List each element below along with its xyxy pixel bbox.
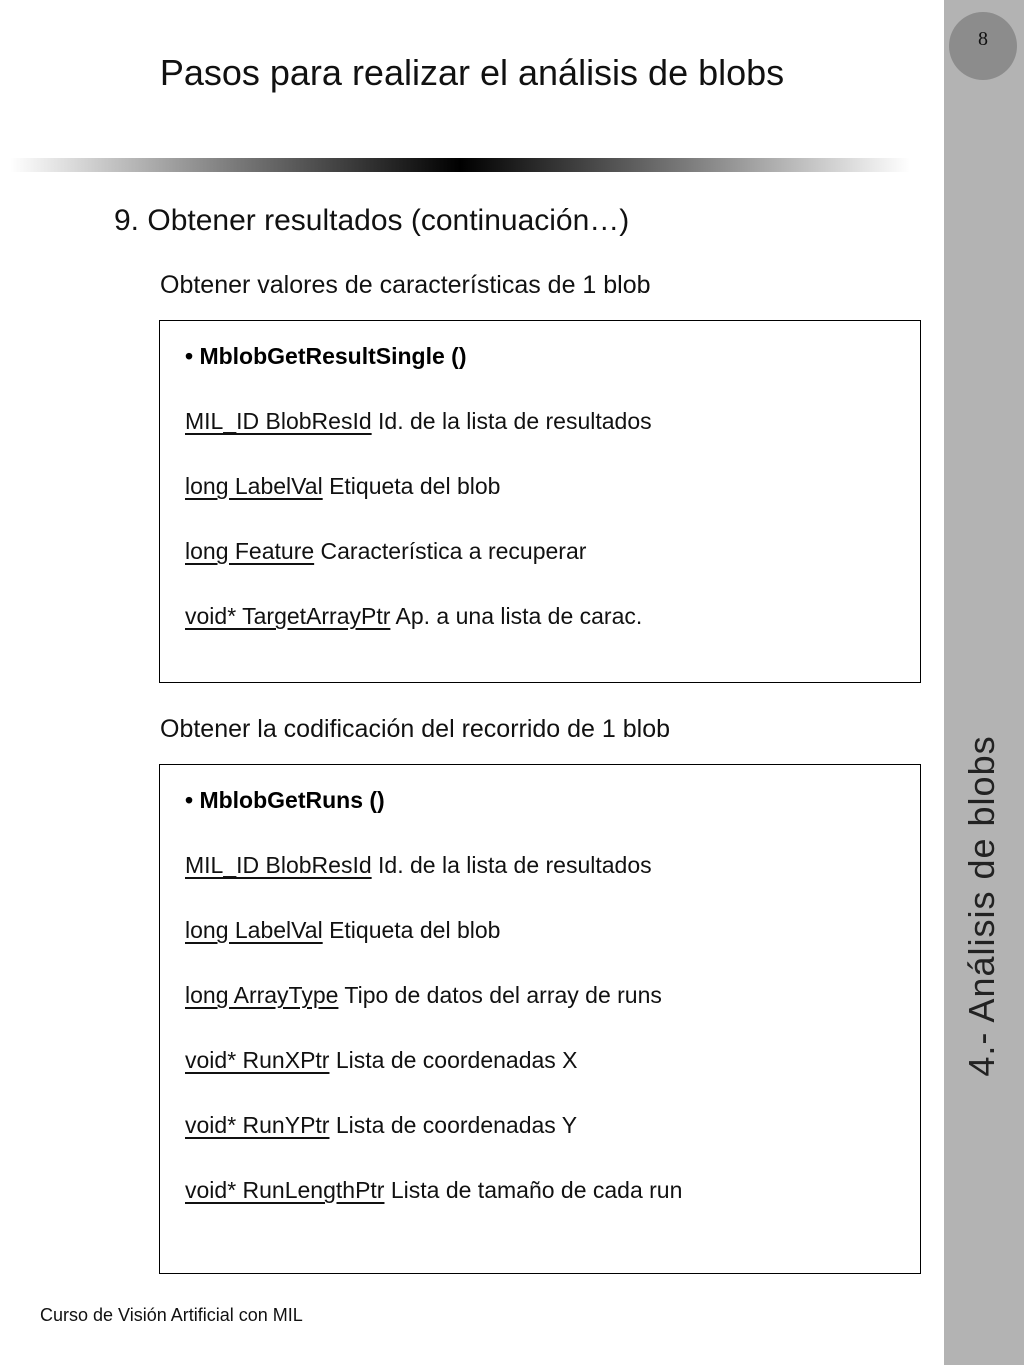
param-description: Característica a recuperar: [314, 538, 587, 564]
block2-heading: Obtener la codificación del recorrido de 1 blob: [160, 715, 671, 743]
param-line: [185, 538, 586, 565]
param-description: Etiqueta del blob: [322, 473, 501, 499]
param-description: Etiqueta del blob: [322, 917, 501, 943]
param-name: MIL_ID BlobResId: [185, 408, 372, 434]
param-description: Tipo de datos del array de runs: [338, 982, 662, 1008]
page-number: 8: [978, 27, 988, 50]
function-box-getruns: [159, 764, 921, 1274]
section-heading: 9. Obtener resultados (continuación…): [114, 204, 630, 237]
sidebar-section-title: 4.- Análisis de blobs: [961, 735, 1002, 1077]
param-line: [185, 982, 662, 1009]
page-number-badge: [949, 12, 1017, 80]
param-description: Id. de la lista de resultados: [371, 852, 652, 878]
param-description: Lista de coordenadas X: [329, 1047, 578, 1073]
param-name: long LabelVal: [185, 917, 323, 943]
function-signature: • MblobGetResultSingle (): [185, 343, 467, 369]
param-name: void* RunYPtr: [185, 1112, 330, 1138]
param-name: long LabelVal: [185, 473, 323, 499]
param-name: void* TargetArrayPtr: [185, 603, 391, 629]
param-line: [185, 852, 652, 879]
param-name: long Feature: [185, 538, 315, 564]
param-description: Id. de la lista de resultados: [371, 408, 652, 434]
param-line: [185, 917, 500, 944]
param-line: [185, 1047, 578, 1074]
block1-heading: Obtener valores de características de 1 blob: [160, 271, 651, 299]
slide-title: Pasos para realizar el análisis de blobs: [159, 52, 785, 93]
param-name: void* RunXPtr: [185, 1047, 330, 1073]
param-line: [185, 1112, 577, 1139]
param-description: Lista de coordenadas Y: [329, 1112, 578, 1138]
param-description: Lista de tamaño de cada run: [384, 1177, 683, 1203]
function-signature: • MblobGetRuns (): [185, 787, 385, 813]
footer-text: Curso de Visión Artificial con MIL: [40, 1305, 303, 1325]
title-divider: [10, 158, 910, 172]
function-box-getresultsingle: [159, 320, 921, 683]
param-name: void* RunLengthPtr: [185, 1177, 385, 1203]
param-line: [185, 473, 500, 500]
sidebar-band: [944, 0, 1024, 1365]
param-line: [185, 603, 642, 630]
param-line: [185, 408, 652, 435]
param-description: Ap. a una lista de carac.: [390, 603, 643, 629]
param-line: [185, 1177, 682, 1204]
param-name: MIL_ID BlobResId: [185, 852, 372, 878]
param-name: long ArrayType: [185, 982, 339, 1008]
